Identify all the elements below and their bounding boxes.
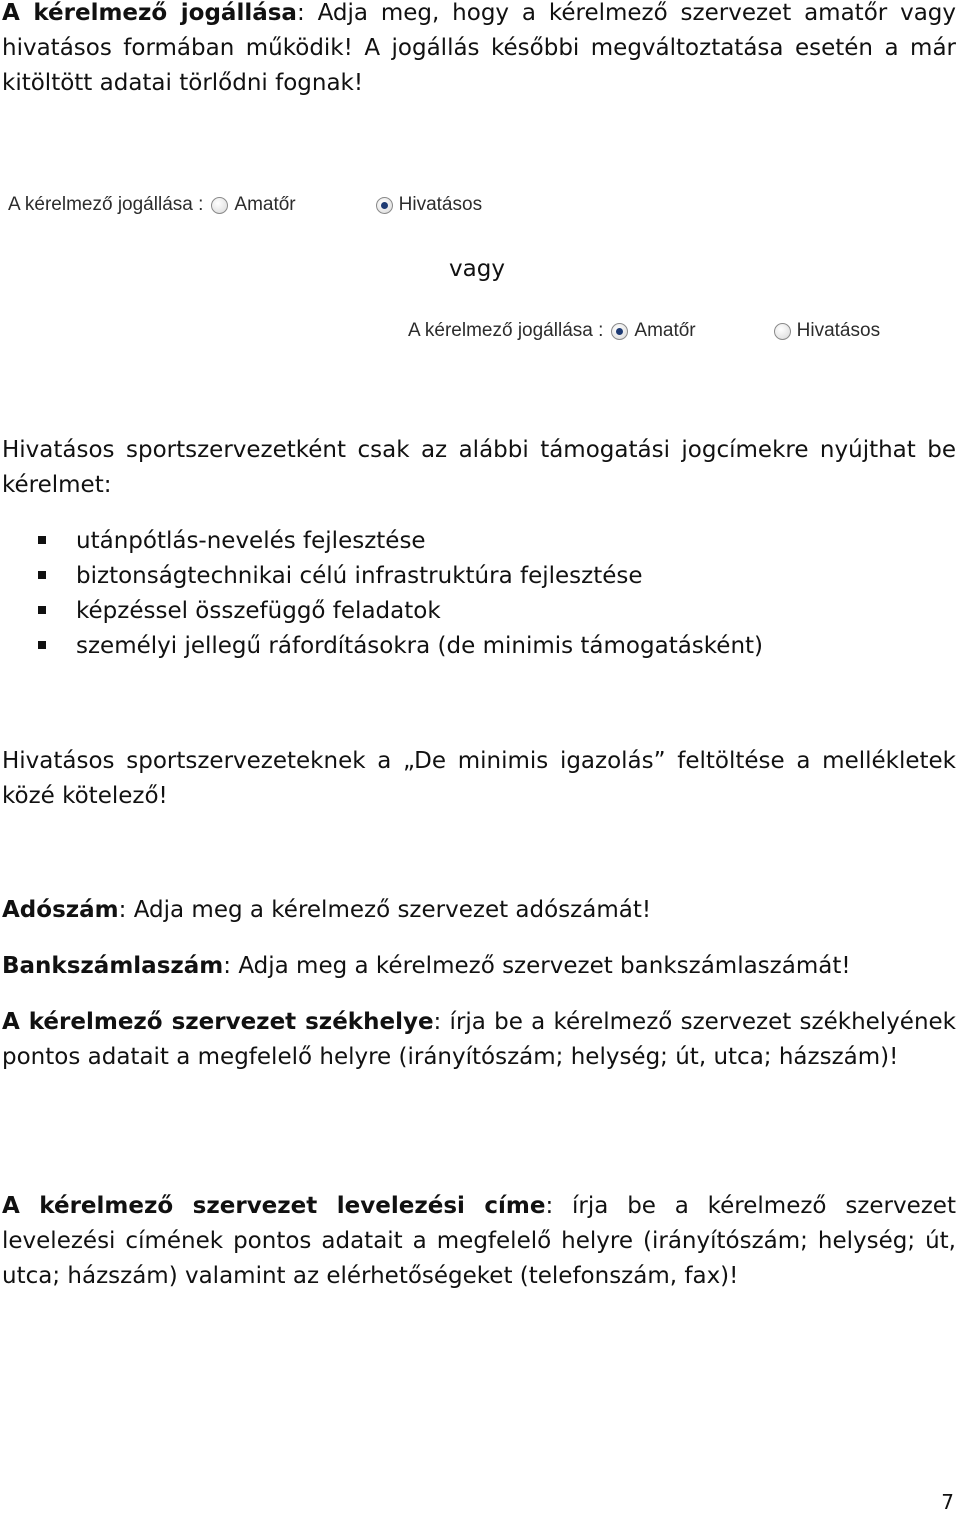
bank-account-title: Bankszámlaszám bbox=[2, 953, 224, 979]
status-label: A kérelmező jogállása : bbox=[408, 320, 604, 341]
seat-text: : írja be a kérelmező szervezet székhelyének pontos adatait a megfelelő helyre (irányítószám; helység; út, utca; házszám)! bbox=[2, 1009, 956, 1070]
square-bullet-icon bbox=[38, 571, 46, 579]
radio-checked-icon bbox=[376, 197, 393, 214]
intro-paragraph bbox=[2, 0, 956, 101]
de-minimis-note: Hivatásos sportszervezeteknek a „De minimis igazolás” feltöltése a mellékletek közé kötelező! bbox=[2, 748, 956, 809]
list-item: személyi jellegű ráfordításokra (de minimis támogatásként) bbox=[38, 629, 763, 664]
status-example-1 bbox=[8, 190, 482, 220]
professional-intro: Hivatásos sportszervezetként csak az alábbi támogatási jogcímekre nyújthat be kérelmet: bbox=[2, 437, 956, 498]
mailing-address-paragraph bbox=[2, 1189, 956, 1294]
list-item: utánpótlás-nevelés fejlesztése bbox=[38, 524, 763, 559]
radio-unchecked-icon bbox=[774, 323, 791, 340]
radio-hivatasos[interactable] bbox=[774, 320, 880, 342]
square-bullet-icon bbox=[38, 606, 46, 614]
radio-checked-icon bbox=[611, 323, 628, 340]
tax-number-title: Adószám bbox=[2, 897, 119, 923]
intro-title: A kérelmező jogállása bbox=[2, 0, 297, 26]
radio-label: Amatőr bbox=[634, 320, 696, 341]
tax-number-text: : Adja meg a kérelmező szervezet adószámát! bbox=[118, 897, 652, 923]
radio-unchecked-icon bbox=[211, 197, 228, 214]
status-label: A kérelmező jogállása : bbox=[8, 194, 204, 215]
separator-word: vagy bbox=[449, 256, 505, 282]
radio-amator[interactable] bbox=[211, 194, 295, 216]
status-example-2 bbox=[408, 316, 880, 346]
seat-title: A kérelmező szervezet székhelye bbox=[2, 1009, 434, 1035]
page-number: 7 bbox=[941, 1490, 954, 1514]
radio-label: Hivatásos bbox=[398, 194, 483, 215]
list-item: biztonságtechnikai célú infrastruktúra fejlesztése bbox=[38, 559, 763, 594]
radio-label: Amatőr bbox=[234, 194, 296, 215]
tax-number-line bbox=[2, 893, 651, 928]
bank-account-line bbox=[2, 949, 851, 984]
list-item: képzéssel összefüggő feladatok bbox=[38, 594, 763, 629]
mailing-address-title: A kérelmező szervezet levelezési címe bbox=[2, 1193, 546, 1219]
radio-hivatasos[interactable] bbox=[376, 194, 482, 216]
radio-label: Hivatásos bbox=[796, 320, 881, 341]
square-bullet-icon bbox=[38, 536, 46, 544]
intro-text: : Adja meg, hogy a kérelmező szervezet amatőr vagy hivatásos formában működik! A jogállás későbbi megváltoztatása esetén a már kitöltött adatai törlődni fognak! bbox=[2, 0, 956, 96]
mailing-address-text: : írja be a kérelmező szervezet levelezési címének pontos adatait a megfelelő helyre (irányítószám; helység; út, utca; házszám) valamint az elérhetőségeket (telefonszám, fax)! bbox=[2, 1193, 956, 1289]
radio-amator[interactable] bbox=[611, 320, 695, 342]
seat-paragraph bbox=[2, 1005, 956, 1075]
square-bullet-icon bbox=[38, 641, 46, 649]
bank-account-text: : Adja meg a kérelmező szervezet bankszámlaszámát! bbox=[223, 953, 851, 979]
bullet-list bbox=[38, 524, 763, 664]
